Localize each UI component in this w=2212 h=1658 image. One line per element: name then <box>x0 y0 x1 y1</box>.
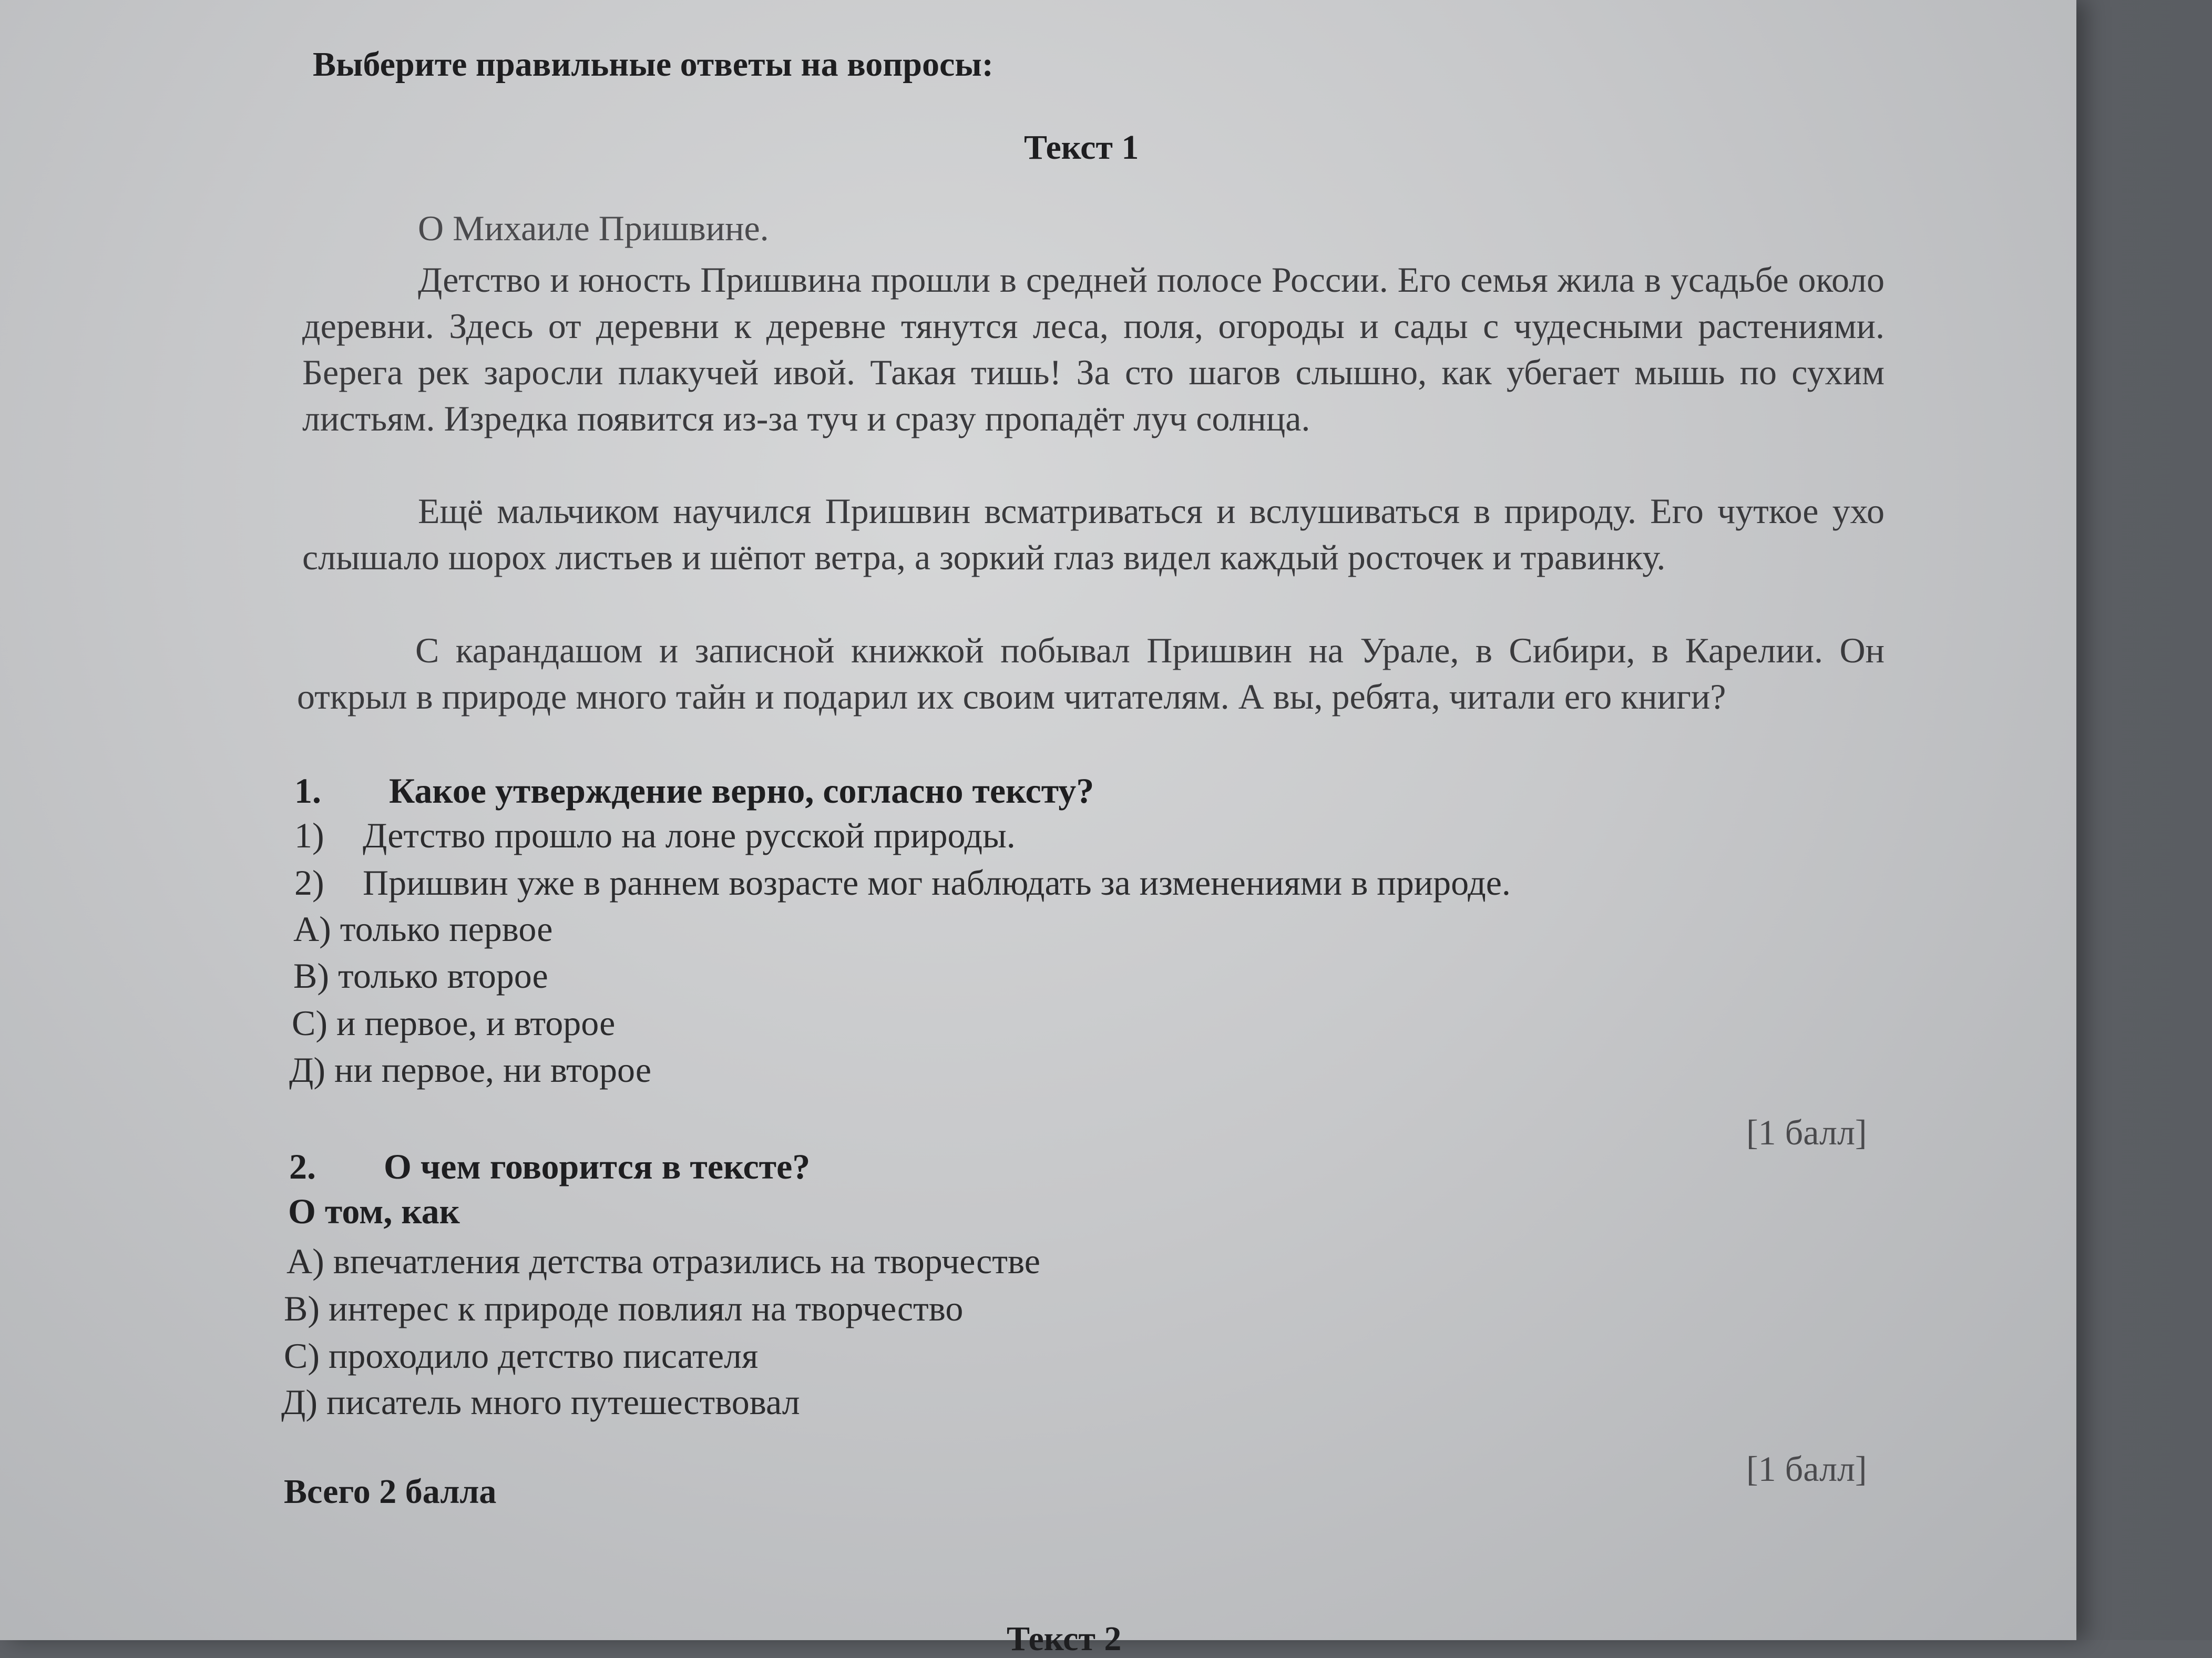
q1-option-d: Д) ни первое, ни второе <box>289 1050 652 1090</box>
passage-paragraph-3: С карандашом и записной книжкой побывал Пришвин на Урале, в Сибири, в Карелии. Он открыл в природе много тайн и подарил их своим читателям. А вы, ребята, читали его книги? <box>297 630 1885 717</box>
passage-paragraph-2: Ещё мальчиком научился Пришвин всматриваться и вслушиваться в природу. Его чуткое ухо слышало шорох листьев и шёпот ветра, а зоркий глаз видел каждый росточек и травинку. <box>302 491 1885 577</box>
next-text-title: Текст 2 <box>1007 1620 1122 1658</box>
q1-option-b: B) только второе <box>293 956 548 996</box>
statement-1-text: Детство прошло на лоне русской природы. <box>363 815 1016 855</box>
passage-paragraph-1: Детство и юность Пришвина прошли в средней полосе России. Его семья жила в усадьбе около деревни. Здесь от деревни к деревне тянутся леса, поля, огороды и сады с чудесными растениями. Берега рек заросли плакучей ивой. Такая тишь! За сто шагов слышно, как убегает мышь по сухим листьям. Изредка появится из-за туч и сразу пропадёт луч солнца. <box>302 260 1885 438</box>
statement-1-number: 1) <box>294 815 324 855</box>
q2-option-b: B) интерес к природе повлиял на творчество <box>284 1288 964 1328</box>
instruction-heading: Выберите правильные ответы на вопросы: <box>313 45 994 84</box>
q2-score: [1 балл] <box>1746 1449 1867 1489</box>
text-title: Текст 1 <box>1024 128 1139 167</box>
question-1-number: 1. <box>294 771 321 811</box>
question-2-text: О чем говорится в тексте? <box>384 1147 811 1186</box>
q1-option-c: C) и первое, и второе <box>292 1003 616 1043</box>
statement-2-number: 2) <box>294 863 324 903</box>
total-score: Всего 2 балла <box>284 1472 497 1511</box>
q2-option-a: A) впечатления детства отразились на творчестве <box>286 1241 1040 1281</box>
question-1-text: Какое утверждение верно, согласно тексту? <box>389 771 1094 811</box>
q1-option-a: A) только первое <box>293 909 553 949</box>
q1-score: [1 балл] <box>1746 1112 1867 1152</box>
question-2-lead: О том, как <box>288 1191 460 1231</box>
passage-heading: О Михаиле Пришвине. <box>418 208 769 248</box>
question-2-number: 2. <box>289 1147 316 1186</box>
q2-option-c: C) проходило детство писателя <box>284 1336 759 1376</box>
statement-2-text: Пришвин уже в раннем возрасте мог наблюдать за изменениями в природе. <box>363 863 1511 903</box>
q2-option-d: Д) писатель много путешествовал <box>281 1382 800 1422</box>
